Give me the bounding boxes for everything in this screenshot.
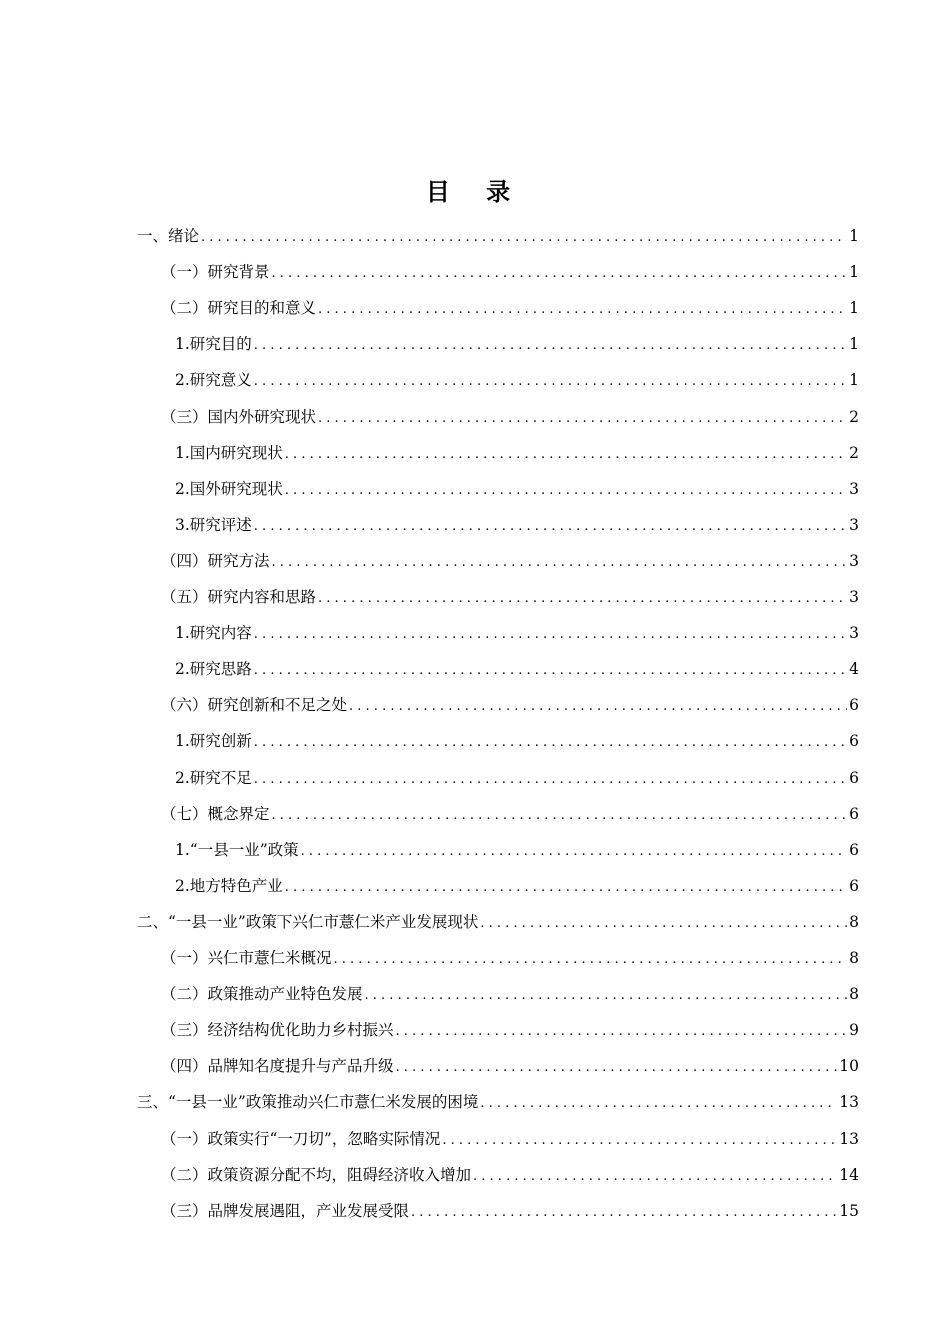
- toc-entry[interactable]: [175, 729, 859, 757]
- toc-entry-text: 2.国外研究现状: [175, 479, 283, 498]
- toc-entry-text: 1.国内研究现状: [175, 443, 283, 462]
- toc-entry-text: （三）经济结构优化助力乡村振兴: [161, 1021, 394, 1040]
- toc-leader-dots: [442, 1133, 837, 1148]
- toc-page-number: 15: [839, 1201, 859, 1220]
- toc-page-number: 2: [849, 407, 859, 426]
- toc-leader-dots: [285, 483, 847, 498]
- toc-page-number: 8: [849, 949, 859, 967]
- toc-entry[interactable]: [175, 766, 859, 794]
- toc-entry[interactable]: [161, 1199, 859, 1227]
- toc-entry-text: （一）研究背景: [161, 263, 270, 282]
- toc-leader-dots: [272, 555, 848, 570]
- toc-leader-dots: [254, 735, 847, 750]
- toc-entry[interactable]: [161, 1018, 859, 1046]
- toc-entry[interactable]: [161, 585, 859, 613]
- toc-entry[interactable]: [161, 405, 859, 433]
- toc-entry[interactable]: [137, 224, 859, 252]
- toc-entry[interactable]: [137, 910, 859, 938]
- toc-entry[interactable]: [137, 1090, 859, 1118]
- toc-page-number: 6: [849, 768, 859, 787]
- toc-entry[interactable]: [161, 693, 859, 721]
- toc-entry-text: （七）概念界定: [161, 804, 270, 823]
- toc-page-number: 6: [849, 732, 859, 751]
- toc-entry[interactable]: [161, 1127, 859, 1155]
- toc-leader-dots: [318, 302, 847, 317]
- toc-entry[interactable]: [161, 946, 859, 974]
- toc-entry-text: （二）政策推动产业特色发展: [161, 985, 363, 1004]
- toc-page-number: 6: [849, 696, 859, 715]
- toc-entry-text: （二）政策资源分配不均，阻碍经济收入增加: [161, 1165, 472, 1184]
- toc-page-number: 6: [849, 876, 859, 895]
- toc-page-number: 1: [849, 263, 859, 282]
- toc-entry[interactable]: [175, 441, 859, 469]
- toc-leader-dots: [480, 1096, 837, 1111]
- toc-leader-dots: [318, 411, 847, 426]
- toc-entry[interactable]: [175, 874, 859, 902]
- toc-leader-dots: [396, 1024, 848, 1039]
- toc-entry-text: （三）国内外研究现状: [161, 407, 317, 426]
- toc-entry-text: （四）品牌知名度提升与产品升级: [161, 1057, 394, 1076]
- toc-entry-text: （二）研究目的和意义: [161, 299, 317, 318]
- toc-leader-dots: [272, 808, 848, 823]
- toc-entry-text: （一）政策实行“一刀切”，忽略实际情况: [161, 1129, 441, 1148]
- toc-entry-text: （五）研究内容和思路: [161, 588, 317, 606]
- toc-leader-dots: [480, 916, 847, 931]
- toc-page-number: 4: [849, 660, 859, 679]
- toc-page-number: 8: [849, 912, 859, 931]
- toc-page-number: 9: [849, 1021, 859, 1040]
- toc-leader-dots: [349, 699, 847, 714]
- toc-leader-dots: [334, 952, 848, 967]
- toc-entry[interactable]: [175, 838, 859, 866]
- toc-entry-text: 2.研究不足: [175, 768, 252, 787]
- toc-entry[interactable]: [175, 332, 859, 360]
- toc-entry[interactable]: [161, 260, 859, 288]
- toc-entry-text: 1.研究内容: [175, 624, 252, 643]
- toc-leader-dots: [365, 988, 848, 1003]
- toc-entry[interactable]: [175, 477, 859, 505]
- toc-entry[interactable]: [161, 1054, 859, 1082]
- toc-leader-dots: [411, 1205, 837, 1220]
- toc-entry[interactable]: [175, 513, 859, 541]
- toc-page-number: 1: [849, 335, 859, 354]
- toc-page-number: 3: [849, 588, 859, 606]
- toc-entry[interactable]: [175, 657, 859, 685]
- toc-entry-text: 三、“一县一业”政策推动兴仁市薏仁米发展的困境: [137, 1093, 479, 1112]
- toc-entry-text: 1.研究创新: [175, 732, 252, 751]
- toc-leader-dots: [473, 1169, 837, 1184]
- toc-entry[interactable]: [161, 549, 859, 577]
- toc-page-number: 3: [849, 551, 859, 570]
- toc-entry[interactable]: [161, 1163, 859, 1191]
- toc-entry[interactable]: [175, 368, 859, 396]
- toc-entry-text: （一）兴仁市薏仁米概况: [161, 949, 332, 967]
- toc-page-number: 13: [839, 1129, 859, 1148]
- toc-leader-dots: [285, 447, 847, 462]
- toc-leader-dots: [272, 266, 848, 281]
- toc-page-number: 6: [849, 840, 859, 859]
- toc-entry-text: 1.研究目的: [175, 335, 252, 354]
- toc-page-number: 1: [849, 299, 859, 318]
- toc-leader-dots: [254, 374, 847, 389]
- page-title: 目 录: [425, 178, 525, 206]
- toc-page-number: 13: [839, 1093, 859, 1112]
- toc-page-number: 6: [849, 804, 859, 823]
- toc-page-number: 8: [849, 985, 859, 1004]
- toc-leader-dots: [254, 627, 847, 642]
- toc-entry[interactable]: [161, 296, 859, 324]
- toc-entry[interactable]: [161, 982, 859, 1010]
- toc-leader-dots: [301, 844, 847, 859]
- toc-page-number: 1: [849, 227, 859, 245]
- toc-entry-text: 一、绪论: [137, 227, 200, 245]
- toc-leader-dots: [254, 772, 847, 787]
- toc-page-number: 3: [849, 479, 859, 498]
- toc-leader-dots: [254, 519, 847, 534]
- toc-page-number: 1: [849, 371, 859, 390]
- toc-leader-dots: [201, 230, 847, 245]
- toc-leader-dots: [254, 338, 847, 353]
- toc-entry-text: 1.“一县一业”政策: [175, 840, 299, 859]
- toc-entry-text: （四）研究方法: [161, 551, 270, 570]
- toc-leader-dots: [254, 663, 847, 678]
- toc-leader-dots: [396, 1060, 838, 1075]
- toc-entry[interactable]: [161, 802, 859, 830]
- toc-leader-dots: [285, 880, 847, 895]
- toc-entry-text: 二、“一县一业”政策下兴仁市薏仁米产业发展现状: [137, 912, 479, 931]
- toc-entry-text: 2.研究思路: [175, 660, 252, 679]
- toc-entry-text: 3.研究评述: [175, 515, 252, 534]
- toc-page-number: 14: [839, 1165, 859, 1184]
- toc-page-number: 2: [849, 443, 859, 462]
- toc-page-number: 3: [849, 515, 859, 534]
- toc-leader-dots: [318, 591, 847, 606]
- toc-page-number: 10: [839, 1057, 859, 1076]
- toc-entry[interactable]: [175, 621, 859, 649]
- toc-entry-text: （六）研究创新和不足之处: [161, 696, 348, 715]
- toc-page-number: 3: [849, 624, 859, 643]
- toc-entry-text: 2.地方特色产业: [175, 876, 283, 895]
- toc-entry-text: （三）品牌发展遇阻，产业发展受限: [161, 1201, 410, 1220]
- toc-entry-text: 2.研究意义: [175, 371, 252, 390]
